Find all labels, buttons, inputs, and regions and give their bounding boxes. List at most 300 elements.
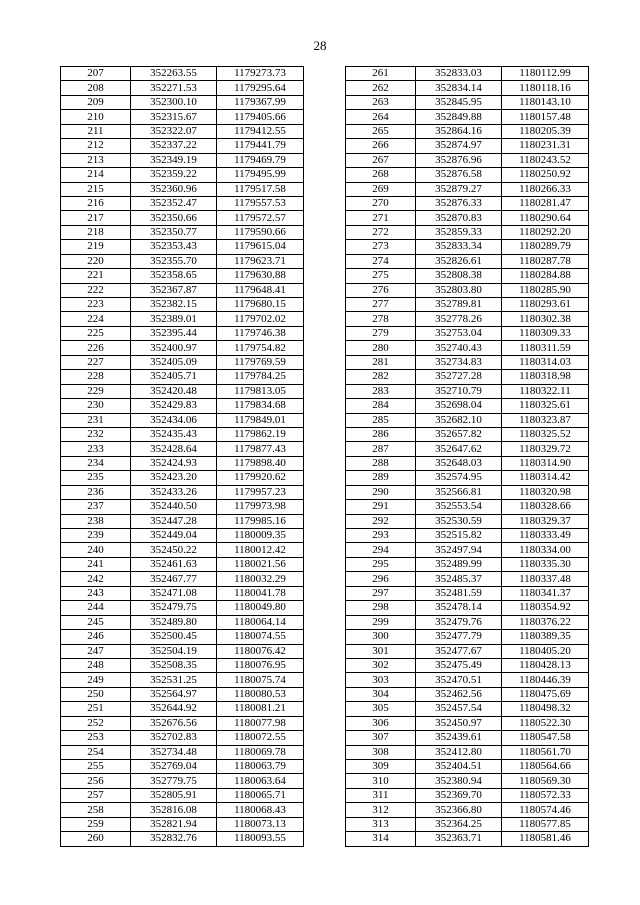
x-coordinate-cell: 352475.49 xyxy=(416,658,502,672)
table-row xyxy=(61,557,304,571)
x-coordinate-cell: 352461.63 xyxy=(131,557,217,571)
table-row xyxy=(61,745,304,759)
y-coordinate-cell: 1179412.55 xyxy=(217,124,304,138)
x-coordinate-cell: 352353.43 xyxy=(131,240,217,254)
point-number-cell: 309 xyxy=(346,760,416,774)
point-number-cell: 243 xyxy=(61,586,131,600)
y-coordinate-cell: 1180118.16 xyxy=(502,81,589,95)
y-coordinate-cell: 1180284.88 xyxy=(502,269,589,283)
y-coordinate-cell: 1179754.82 xyxy=(217,341,304,355)
y-coordinate-cell: 1179517.58 xyxy=(217,182,304,196)
point-number-cell: 286 xyxy=(346,427,416,441)
x-coordinate-cell: 352404.51 xyxy=(416,760,502,774)
x-coordinate-cell: 352467.77 xyxy=(131,572,217,586)
point-number-cell: 209 xyxy=(61,95,131,109)
table-row xyxy=(61,615,304,629)
table-row xyxy=(346,81,589,95)
y-coordinate-cell: 1179273.73 xyxy=(217,67,304,81)
table-row xyxy=(61,182,304,196)
point-number-cell: 229 xyxy=(61,384,131,398)
table-row xyxy=(346,500,589,514)
y-coordinate-cell: 1179877.43 xyxy=(217,442,304,456)
table-row xyxy=(61,341,304,355)
table-row xyxy=(61,196,304,210)
point-number-cell: 247 xyxy=(61,644,131,658)
table-row xyxy=(61,471,304,485)
x-coordinate-cell: 352462.56 xyxy=(416,687,502,701)
table-body-right xyxy=(346,67,589,847)
table-row xyxy=(346,832,589,846)
table-row xyxy=(61,240,304,254)
point-number-cell: 295 xyxy=(346,557,416,571)
y-coordinate-cell: 1179623.71 xyxy=(217,254,304,268)
y-coordinate-cell: 1180322.11 xyxy=(502,384,589,398)
table-row xyxy=(346,341,589,355)
x-coordinate-cell: 352435.43 xyxy=(131,427,217,441)
y-coordinate-cell: 1180329.72 xyxy=(502,442,589,456)
x-coordinate-cell: 352428.64 xyxy=(131,442,217,456)
table-row xyxy=(346,760,589,774)
y-coordinate-cell: 1180068.43 xyxy=(217,803,304,817)
y-coordinate-cell: 1180320.98 xyxy=(502,485,589,499)
y-coordinate-cell: 1180032.29 xyxy=(217,572,304,586)
y-coordinate-cell: 1180522.30 xyxy=(502,716,589,730)
x-coordinate-cell: 352457.54 xyxy=(416,702,502,716)
table-row xyxy=(346,788,589,802)
table-row xyxy=(61,269,304,283)
table-row xyxy=(61,153,304,167)
x-coordinate-cell: 352405.09 xyxy=(131,355,217,369)
point-number-cell: 210 xyxy=(61,110,131,124)
x-coordinate-cell: 352876.33 xyxy=(416,196,502,210)
table-row xyxy=(61,442,304,456)
y-coordinate-cell: 1180009.35 xyxy=(217,529,304,543)
x-coordinate-cell: 352433.26 xyxy=(131,485,217,499)
y-coordinate-cell: 1179920.62 xyxy=(217,471,304,485)
point-number-cell: 233 xyxy=(61,442,131,456)
table-row xyxy=(346,745,589,759)
y-coordinate-cell: 1180561.70 xyxy=(502,745,589,759)
point-number-cell: 301 xyxy=(346,644,416,658)
table-row xyxy=(61,312,304,326)
x-coordinate-cell: 352300.10 xyxy=(131,95,217,109)
y-coordinate-cell: 1180049.80 xyxy=(217,601,304,615)
y-coordinate-cell: 1179769.59 xyxy=(217,355,304,369)
y-coordinate-cell: 1180569.30 xyxy=(502,774,589,788)
table-row xyxy=(346,269,589,283)
y-coordinate-cell: 1179648.41 xyxy=(217,283,304,297)
y-coordinate-cell: 1180389.35 xyxy=(502,630,589,644)
point-number-cell: 251 xyxy=(61,702,131,716)
x-coordinate-cell: 352429.83 xyxy=(131,399,217,413)
table-row xyxy=(61,81,304,95)
y-coordinate-cell: 1180076.95 xyxy=(217,658,304,672)
table-row xyxy=(346,615,589,629)
point-number-cell: 224 xyxy=(61,312,131,326)
table-row xyxy=(61,67,304,81)
point-number-cell: 282 xyxy=(346,370,416,384)
table-row xyxy=(346,110,589,124)
x-coordinate-cell: 352450.22 xyxy=(131,543,217,557)
x-coordinate-cell: 352833.34 xyxy=(416,240,502,254)
point-number-cell: 300 xyxy=(346,630,416,644)
point-number-cell: 253 xyxy=(61,731,131,745)
point-number-cell: 270 xyxy=(346,196,416,210)
table-row xyxy=(61,139,304,153)
y-coordinate-cell: 1180293.61 xyxy=(502,298,589,312)
point-number-cell: 307 xyxy=(346,731,416,745)
point-number-cell: 241 xyxy=(61,557,131,571)
table-row xyxy=(346,557,589,571)
x-coordinate-cell: 352740.43 xyxy=(416,341,502,355)
point-number-cell: 207 xyxy=(61,67,131,81)
table-row xyxy=(61,124,304,138)
x-coordinate-cell: 352530.59 xyxy=(416,514,502,528)
point-number-cell: 255 xyxy=(61,760,131,774)
y-coordinate-cell: 1179680.15 xyxy=(217,298,304,312)
table-row xyxy=(61,716,304,730)
x-coordinate-cell: 352322.07 xyxy=(131,124,217,138)
point-number-cell: 302 xyxy=(346,658,416,672)
x-coordinate-cell: 352870.83 xyxy=(416,211,502,225)
x-coordinate-cell: 352803.80 xyxy=(416,283,502,297)
y-coordinate-cell: 1180041.78 xyxy=(217,586,304,600)
y-coordinate-cell: 1180329.37 xyxy=(502,514,589,528)
point-number-cell: 273 xyxy=(346,240,416,254)
point-number-cell: 296 xyxy=(346,572,416,586)
y-coordinate-cell: 1179469.79 xyxy=(217,153,304,167)
y-coordinate-cell: 1180069.78 xyxy=(217,745,304,759)
point-number-cell: 281 xyxy=(346,355,416,369)
point-number-cell: 313 xyxy=(346,817,416,831)
y-coordinate-cell: 1180574.46 xyxy=(502,803,589,817)
table-row xyxy=(346,355,589,369)
point-number-cell: 214 xyxy=(61,168,131,182)
point-number-cell: 276 xyxy=(346,283,416,297)
table-row xyxy=(61,601,304,615)
table-row xyxy=(346,485,589,499)
table-row xyxy=(61,788,304,802)
point-number-cell: 310 xyxy=(346,774,416,788)
y-coordinate-cell: 1180065.71 xyxy=(217,788,304,802)
x-coordinate-cell: 352676.56 xyxy=(131,716,217,730)
point-number-cell: 237 xyxy=(61,500,131,514)
x-coordinate-cell: 352400.97 xyxy=(131,341,217,355)
point-number-cell: 256 xyxy=(61,774,131,788)
y-coordinate-cell: 1180475.69 xyxy=(502,687,589,701)
point-number-cell: 222 xyxy=(61,283,131,297)
x-coordinate-cell: 352531.25 xyxy=(131,673,217,687)
point-number-cell: 217 xyxy=(61,211,131,225)
y-coordinate-cell: 1180405.20 xyxy=(502,644,589,658)
point-number-cell: 249 xyxy=(61,673,131,687)
point-number-cell: 272 xyxy=(346,225,416,239)
y-coordinate-cell: 1180077.98 xyxy=(217,716,304,730)
table-row xyxy=(61,298,304,312)
x-coordinate-cell: 352489.99 xyxy=(416,557,502,571)
y-coordinate-cell: 1180205.39 xyxy=(502,124,589,138)
x-coordinate-cell: 352808.38 xyxy=(416,269,502,283)
table-row xyxy=(61,399,304,413)
x-coordinate-cell: 352657.82 xyxy=(416,427,502,441)
point-number-cell: 246 xyxy=(61,630,131,644)
y-coordinate-cell: 1180076.42 xyxy=(217,644,304,658)
point-number-cell: 213 xyxy=(61,153,131,167)
point-number-cell: 269 xyxy=(346,182,416,196)
x-coordinate-cell: 352337.22 xyxy=(131,139,217,153)
table-row xyxy=(346,817,589,831)
table-row xyxy=(61,370,304,384)
y-coordinate-cell: 1180093.55 xyxy=(217,832,304,846)
x-coordinate-cell: 352734.83 xyxy=(416,355,502,369)
point-number-cell: 267 xyxy=(346,153,416,167)
y-coordinate-cell: 1180564.66 xyxy=(502,760,589,774)
y-coordinate-cell: 1180231.31 xyxy=(502,139,589,153)
x-coordinate-cell: 352395.44 xyxy=(131,326,217,340)
y-coordinate-cell: 1179557.53 xyxy=(217,196,304,210)
table-row xyxy=(61,283,304,297)
x-coordinate-cell: 352424.93 xyxy=(131,456,217,470)
y-coordinate-cell: 1180080.53 xyxy=(217,687,304,701)
table-row xyxy=(346,529,589,543)
y-coordinate-cell: 1180250.92 xyxy=(502,168,589,182)
table-row xyxy=(346,124,589,138)
y-coordinate-cell: 1180328.66 xyxy=(502,500,589,514)
x-coordinate-cell: 352734.48 xyxy=(131,745,217,759)
y-coordinate-cell: 1180243.52 xyxy=(502,153,589,167)
x-coordinate-cell: 352349.19 xyxy=(131,153,217,167)
x-coordinate-cell: 352805.91 xyxy=(131,788,217,802)
y-coordinate-cell: 1180074.55 xyxy=(217,630,304,644)
x-coordinate-cell: 352366.80 xyxy=(416,803,502,817)
point-number-cell: 298 xyxy=(346,601,416,615)
x-coordinate-cell: 352359.22 xyxy=(131,168,217,182)
point-number-cell: 258 xyxy=(61,803,131,817)
x-coordinate-cell: 352876.96 xyxy=(416,153,502,167)
table-row xyxy=(346,687,589,701)
point-number-cell: 262 xyxy=(346,81,416,95)
y-coordinate-cell: 1179973.98 xyxy=(217,500,304,514)
x-coordinate-cell: 352405.71 xyxy=(131,370,217,384)
y-coordinate-cell: 1180572.33 xyxy=(502,788,589,802)
point-number-cell: 254 xyxy=(61,745,131,759)
x-coordinate-cell: 352826.61 xyxy=(416,254,502,268)
y-coordinate-cell: 1180021.56 xyxy=(217,557,304,571)
y-coordinate-cell: 1180341.37 xyxy=(502,586,589,600)
point-number-cell: 268 xyxy=(346,168,416,182)
table-row xyxy=(346,283,589,297)
table-row xyxy=(61,572,304,586)
y-coordinate-cell: 1180309.33 xyxy=(502,326,589,340)
point-number-cell: 220 xyxy=(61,254,131,268)
y-coordinate-cell: 1180333.49 xyxy=(502,529,589,543)
x-coordinate-cell: 352363.71 xyxy=(416,832,502,846)
y-coordinate-cell: 1179590.66 xyxy=(217,225,304,239)
x-coordinate-cell: 352647.62 xyxy=(416,442,502,456)
table-row xyxy=(61,529,304,543)
x-coordinate-cell: 352367.87 xyxy=(131,283,217,297)
table-row xyxy=(61,543,304,557)
point-number-cell: 278 xyxy=(346,312,416,326)
x-coordinate-cell: 352648.03 xyxy=(416,456,502,470)
y-coordinate-cell: 1180292.20 xyxy=(502,225,589,239)
point-number-cell: 221 xyxy=(61,269,131,283)
y-coordinate-cell: 1180376.22 xyxy=(502,615,589,629)
x-coordinate-cell: 352423.20 xyxy=(131,471,217,485)
x-coordinate-cell: 352874.97 xyxy=(416,139,502,153)
point-number-cell: 261 xyxy=(346,67,416,81)
x-coordinate-cell: 352263.55 xyxy=(131,67,217,81)
x-coordinate-cell: 352420.48 xyxy=(131,384,217,398)
x-coordinate-cell: 352440.50 xyxy=(131,500,217,514)
x-coordinate-cell: 352644.92 xyxy=(131,702,217,716)
point-number-cell: 303 xyxy=(346,673,416,687)
x-coordinate-cell: 352350.77 xyxy=(131,225,217,239)
point-number-cell: 289 xyxy=(346,471,416,485)
point-number-cell: 257 xyxy=(61,788,131,802)
x-coordinate-cell: 352271.53 xyxy=(131,81,217,95)
table-row xyxy=(61,687,304,701)
x-coordinate-cell: 352449.04 xyxy=(131,529,217,543)
table-row xyxy=(61,211,304,225)
point-number-cell: 293 xyxy=(346,529,416,543)
y-coordinate-cell: 1180302.38 xyxy=(502,312,589,326)
x-coordinate-cell: 352859.33 xyxy=(416,225,502,239)
table-row xyxy=(61,485,304,499)
x-coordinate-cell: 352477.79 xyxy=(416,630,502,644)
y-coordinate-cell: 1180143.10 xyxy=(502,95,589,109)
x-coordinate-cell: 352504.19 xyxy=(131,644,217,658)
point-number-cell: 292 xyxy=(346,514,416,528)
y-coordinate-cell: 1179441.79 xyxy=(217,139,304,153)
x-coordinate-cell: 352698.04 xyxy=(416,399,502,413)
x-coordinate-cell: 352710.79 xyxy=(416,384,502,398)
x-coordinate-cell: 352566.81 xyxy=(416,485,502,499)
x-coordinate-cell: 352382.15 xyxy=(131,298,217,312)
point-number-cell: 266 xyxy=(346,139,416,153)
x-coordinate-cell: 352769.04 xyxy=(131,760,217,774)
table-row xyxy=(346,182,589,196)
x-coordinate-cell: 352497.94 xyxy=(416,543,502,557)
table-row xyxy=(346,95,589,109)
x-coordinate-cell: 352450.97 xyxy=(416,716,502,730)
point-number-cell: 280 xyxy=(346,341,416,355)
y-coordinate-cell: 1180577.85 xyxy=(502,817,589,831)
point-number-cell: 240 xyxy=(61,543,131,557)
y-coordinate-cell: 1180581.46 xyxy=(502,832,589,846)
x-coordinate-cell: 352500.45 xyxy=(131,630,217,644)
table-row xyxy=(346,399,589,413)
table-row xyxy=(346,153,589,167)
x-coordinate-cell: 352477.67 xyxy=(416,644,502,658)
table-row xyxy=(346,240,589,254)
x-coordinate-cell: 352821.94 xyxy=(131,817,217,831)
y-coordinate-cell: 1179813.05 xyxy=(217,384,304,398)
x-coordinate-cell: 352481.59 xyxy=(416,586,502,600)
table-row xyxy=(61,384,304,398)
y-coordinate-cell: 1180446.39 xyxy=(502,673,589,687)
y-coordinate-cell: 1180311.59 xyxy=(502,341,589,355)
point-number-cell: 208 xyxy=(61,81,131,95)
table-row xyxy=(346,139,589,153)
point-number-cell: 283 xyxy=(346,384,416,398)
table-row xyxy=(346,774,589,788)
table-row xyxy=(61,803,304,817)
point-number-cell: 305 xyxy=(346,702,416,716)
x-coordinate-cell: 352489.80 xyxy=(131,615,217,629)
table-row xyxy=(346,326,589,340)
table-row xyxy=(61,355,304,369)
point-number-cell: 285 xyxy=(346,413,416,427)
y-coordinate-cell: 1180323.87 xyxy=(502,413,589,427)
y-coordinate-cell: 1180314.42 xyxy=(502,471,589,485)
table-row xyxy=(346,572,589,586)
point-number-cell: 265 xyxy=(346,124,416,138)
table-row xyxy=(61,326,304,340)
point-number-cell: 239 xyxy=(61,529,131,543)
point-number-cell: 259 xyxy=(61,817,131,831)
table-row xyxy=(61,586,304,600)
y-coordinate-cell: 1179367.99 xyxy=(217,95,304,109)
x-coordinate-cell: 352315.67 xyxy=(131,110,217,124)
y-coordinate-cell: 1180112.99 xyxy=(502,67,589,81)
y-coordinate-cell: 1180285.90 xyxy=(502,283,589,297)
y-coordinate-cell: 1180314.03 xyxy=(502,355,589,369)
x-coordinate-cell: 352479.75 xyxy=(131,601,217,615)
x-coordinate-cell: 352352.47 xyxy=(131,196,217,210)
x-coordinate-cell: 352360.96 xyxy=(131,182,217,196)
y-coordinate-cell: 1179849.01 xyxy=(217,413,304,427)
point-number-cell: 238 xyxy=(61,514,131,528)
y-coordinate-cell: 1179572.57 xyxy=(217,211,304,225)
y-coordinate-cell: 1179834.68 xyxy=(217,399,304,413)
x-coordinate-cell: 352515.82 xyxy=(416,529,502,543)
point-number-cell: 225 xyxy=(61,326,131,340)
x-coordinate-cell: 352439.61 xyxy=(416,731,502,745)
x-coordinate-cell: 352478.14 xyxy=(416,601,502,615)
y-coordinate-cell: 1179702.02 xyxy=(217,312,304,326)
point-number-cell: 306 xyxy=(346,716,416,730)
table-row xyxy=(346,702,589,716)
point-number-cell: 235 xyxy=(61,471,131,485)
y-coordinate-cell: 1180063.79 xyxy=(217,760,304,774)
point-number-cell: 219 xyxy=(61,240,131,254)
point-number-cell: 271 xyxy=(346,211,416,225)
point-number-cell: 212 xyxy=(61,139,131,153)
point-number-cell: 248 xyxy=(61,658,131,672)
table-body-left xyxy=(61,67,304,847)
table-row xyxy=(346,586,589,600)
x-coordinate-cell: 352789.81 xyxy=(416,298,502,312)
x-coordinate-cell: 352833.03 xyxy=(416,67,502,81)
table-row xyxy=(346,413,589,427)
point-number-cell: 304 xyxy=(346,687,416,701)
point-number-cell: 290 xyxy=(346,485,416,499)
x-coordinate-cell: 352816.08 xyxy=(131,803,217,817)
point-number-cell: 263 xyxy=(346,95,416,109)
table-row xyxy=(346,514,589,528)
x-coordinate-cell: 352434.06 xyxy=(131,413,217,427)
point-number-cell: 228 xyxy=(61,370,131,384)
y-coordinate-cell: 1180266.33 xyxy=(502,182,589,196)
point-number-cell: 226 xyxy=(61,341,131,355)
y-coordinate-cell: 1180063.64 xyxy=(217,774,304,788)
x-coordinate-cell: 352412.80 xyxy=(416,745,502,759)
table-row xyxy=(61,456,304,470)
table-row xyxy=(61,702,304,716)
point-number-cell: 308 xyxy=(346,745,416,759)
table-row xyxy=(346,384,589,398)
